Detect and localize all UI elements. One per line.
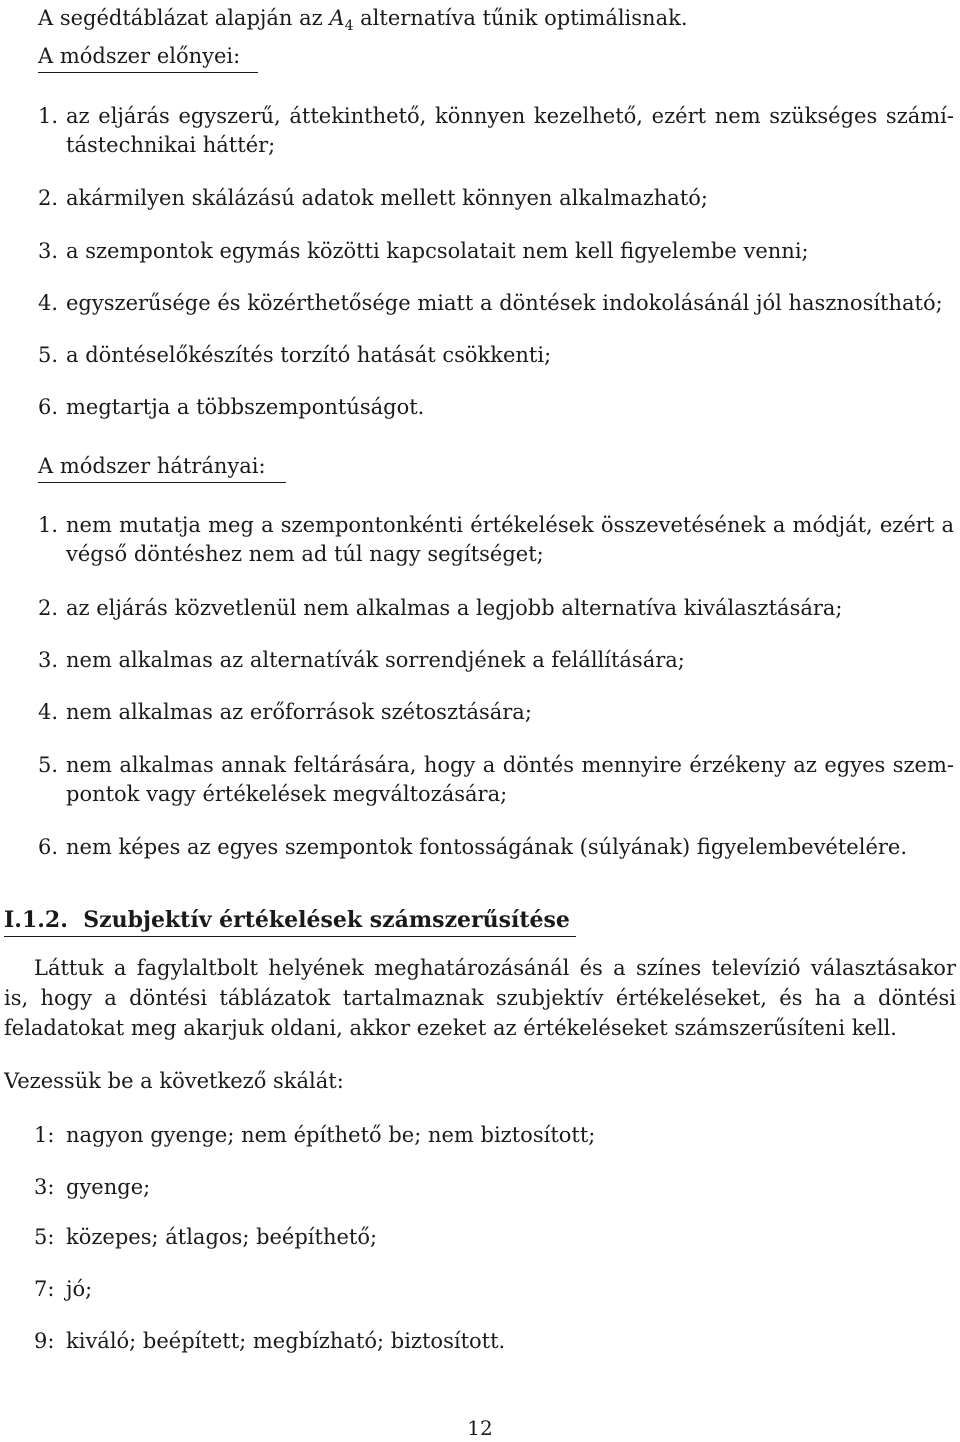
paragraph-line: is, hogy a döntési táblázatok tartalmaznak szubjektív értékeléseket, és ha a döntési [4, 986, 956, 1010]
scale-description: gyenge; [66, 1175, 151, 1199]
list-item-text: pontok vagy értékelések megváltozására; [66, 782, 508, 806]
alternative-subscript: 4 [344, 18, 354, 35]
list-item-number: 1. [38, 104, 59, 128]
intro-text-post: alternatíva tűnik optimálisnak. [353, 6, 688, 30]
advantages-heading: A módszer előnyei: [38, 44, 241, 68]
list-item-number: 4. [38, 700, 59, 724]
section-heading-underline [4, 936, 576, 937]
list-item-number: 3. [38, 648, 59, 672]
list-item-text: tástechnikai háttér; [66, 133, 276, 157]
scale-description: közepes; átlagos; beépíthető; [66, 1225, 378, 1249]
list-item-text: a döntéselőkészítés torzító hatását csökkenti; [66, 343, 552, 367]
scale-description: kiváló; beépített; megbízható; biztosított. [66, 1329, 506, 1353]
section-number: I.1.2. [4, 907, 68, 933]
list-item-number: 2. [38, 186, 59, 210]
advantages-heading-underline [38, 72, 258, 73]
list-item-number: 5. [38, 343, 59, 367]
section-heading [4, 905, 570, 935]
list-item-text: nem alkalmas az erőforrások szétosztására; [66, 700, 532, 724]
intro-sentence [38, 4, 688, 40]
section-title: Szubjektív értékelések számszerűsítése [83, 907, 570, 933]
list-item-text: nem képes az egyes szempontok fontosságának (súlyának) figyelembevételére. [66, 835, 908, 859]
scale-description: jó; [66, 1277, 93, 1301]
scale-value: 7: [34, 1277, 55, 1301]
list-item-text: a szempontok egymás közötti kapcsolatait nem kell figyelembe venni; [66, 239, 809, 263]
scale-value: 1: [34, 1123, 55, 1147]
disadvantages-heading: A módszer hátrányai: [38, 454, 266, 478]
list-item-number: 6. [38, 835, 59, 859]
scale-value: 9: [34, 1329, 55, 1353]
scale-intro: Vezessük be a következő skálát: [4, 1069, 344, 1093]
list-item-text: az eljárás egyszerű, áttekinthető, könnyen kezelhető, ezért nem szükséges számí- [66, 104, 954, 128]
list-item-number: 2. [38, 596, 59, 620]
disadvantages-heading-underline [38, 482, 286, 483]
list-item-text: az eljárás közvetlenül nem alkalmas a legjobb alternatíva kiválasztására; [66, 596, 843, 620]
scale-description: nagyon gyenge; nem építhető be; nem biztosított; [66, 1123, 596, 1147]
list-item-number: 6. [38, 395, 59, 419]
list-item-text: végső döntéshez nem ad túl nagy segítséget; [66, 542, 544, 566]
intro-text-pre: A segédtáblázat alapján az [38, 6, 330, 30]
list-item-text: nem mutatja meg a szempontonkénti értékelések összevetésének a módját, ezért a [66, 513, 954, 537]
list-item-number: 4. [38, 291, 59, 315]
list-item-number: 5. [38, 753, 59, 777]
list-item-text: nem alkalmas annak feltárására, hogy a döntés mennyire érzékeny az egyes szem- [66, 753, 954, 777]
scale-value: 3: [34, 1175, 55, 1199]
list-item-text: megtartja a többszempontúságot. [66, 395, 425, 419]
list-item-number: 3. [38, 239, 59, 263]
list-item-text: akármilyen skálázású adatok mellett könnyen alkalmazható; [66, 186, 708, 210]
list-item-number: 1. [38, 513, 59, 537]
paragraph-line: feladatokat meg akarjuk oldani, akkor ezeket az értékeléseket számszerűsíteni kell. [4, 1016, 897, 1040]
paragraph-line: Láttuk a fagylaltbolt helyének meghatározásánál és a színes televízió választásakor [34, 956, 956, 980]
scale-value: 5: [34, 1225, 55, 1249]
list-item-text: egyszerűsége és közérthetősége miatt a döntések indokolásánál jól hasznosítható; [66, 291, 943, 315]
list-item-text: nem alkalmas az alternatívák sorrendjének a felállítására; [66, 648, 685, 672]
alternative-variable: A [329, 6, 345, 30]
page-number: 12 [467, 1416, 493, 1440]
